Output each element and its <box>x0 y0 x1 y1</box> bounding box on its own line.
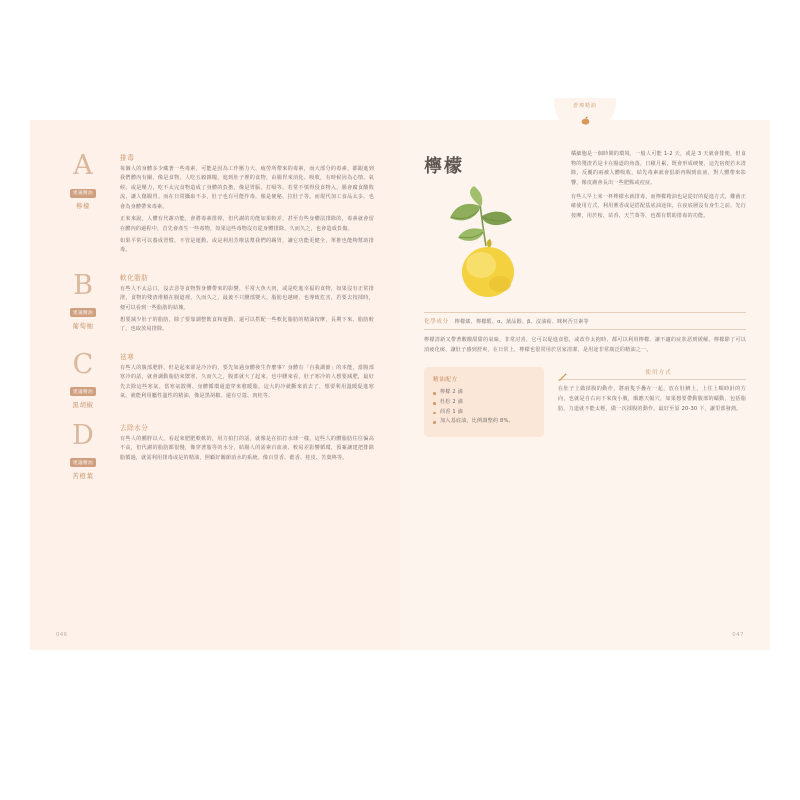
qa-item-b <box>56 269 374 338</box>
right-page-content <box>400 120 770 650</box>
section-tab-label: 舒療精油 <box>573 103 597 109</box>
usage-header <box>558 367 746 380</box>
qa-tagline: 建議精油 <box>70 308 96 317</box>
qa-oil-name: 苦橙葉 <box>72 471 94 480</box>
qa-letter: C <box>72 348 94 380</box>
recipe-title: 精油配方 <box>433 377 458 384</box>
qa-marker <box>56 348 110 409</box>
plant-header-row <box>424 146 746 306</box>
pen-icon <box>558 367 567 376</box>
qa-body <box>120 351 374 409</box>
qa-title: 祛寒 <box>120 352 135 361</box>
qa-paragraph: 如果平常可以養成習慣、不管是運動、或是利用芳療法幫我們的踢胃，讓它功能更健全，單推也能夠幫助排毒。 <box>120 237 374 254</box>
intro-column <box>571 146 746 306</box>
usage-title: 使用方式 <box>645 369 672 376</box>
qa-item-c <box>56 348 374 409</box>
recipe-item: 杜松 2 滴 <box>433 398 535 408</box>
qa-paragraph: 有些人的腫胖以大，看起來肥肥軟軟的，用力拍打的話，就像是在拍打水球一樣，這些人的體脂肪住往偏高不高，但代謝的脂肪都很慢，像穿著脂等的水分，結腸人的需素百血液、較易差影響循環，預案讓建把排除脂循過，就需利用排毒或是的精油，照顧好關節消水的系統，像百里香、藿香、桂皮、苦葉柊等。 <box>120 435 374 461</box>
qa-list <box>56 152 374 480</box>
chemical-composition-value: 檸檬烯、檸檬醛、α、蒎品醇、β、沒油萜、咪柯否豆素等 <box>454 319 589 325</box>
qa-paragraph: 有些人不太忌口，沒去惡等食物對身體帶來的影響，平常大魚大肉，或是吃進幸福的食物，如果沒有正常排泄，食物的殘渣堆積在腸道裡，久而久之，最後不只腰部變大、脂肪也越硬，也導致危害，若要去按揉時，便可以看到一些脂肪的結塊。 <box>120 285 374 311</box>
qa-paragraph: 有些人的腹部肥胖，但是起來卻是冷冷的，要先如過身體發生作麼事？身體有「自我調節」的本能，當腹部寒冷的話，就會調動脂肪來禦寒，久而久之，腹部就大了起來。也中腰來看，肚子寒冷的人想要減肥，最好先去除這些寒氣。當寒氣散開、身體循環通道穿來愈暖脂，這大的冷就斷來消去了，想要利用溫暖促進寒氣、就能利用屬性溫性的精油，像是黑胡椒、還有豆蔻、肉桂等。 <box>120 364 374 400</box>
recipe-item: 加入基底油，比例調整約 8%。 <box>433 417 535 427</box>
qa-oil-name: 葡萄柚 <box>72 321 94 330</box>
qa-body <box>120 152 374 259</box>
left-page <box>30 120 400 650</box>
qa-paragraph: 每個人的身體多少藏著一些毒素，可能是因為工作壓力大、疲勞所帶來的毒素，而大部分的毒素，都跟進到我們體內有關，像是食物。人吃五穀雜糧，進到肚子裡的食物，由腸胃來消化、吸收，有時候因為心情、氣候、或是壓力，吃不太完食物造成了身體的負擔，像是胃脹、打嗝等。若常不慎得侵食物入，腸會腐食酸敗流，讓人傷腸胃。而在日常攝取不多，肚子也有可能作毒，像是便秘、拉肚子等。而現代加工食品太多，也會為身體帶來毒素。 <box>120 166 374 210</box>
recipe-item: 檸檬 2 滴 <box>433 388 535 398</box>
chemical-composition-label: 化學成分 <box>424 319 449 325</box>
usage-paragraph: 在肚子上做揉腹的動作，將兩隻手疊在一起，放在肚臍上，上往上順時針的方向，也就是自右向下來復小腹，順應天幅穴，如果想要帶動腹部的蠕動，包括脂肪，力道就不能太輕，做一次揉腹的動作。最好至原 20-30 下，讓里部發熱。 <box>558 386 746 412</box>
qa-tagline: 建議精油 <box>70 387 96 396</box>
chemical-composition-row <box>424 312 746 330</box>
intro-paragraph: 橘細胞是一個時間的環境，一般人可能 1-2 天，或是 3 天就會排便，但食物的殘渣若是卡在腸道的角落，日積月累，既會形成硬便，這先宿便若未清除，反覆的兩被人體吸收，結先毒素就會倡新再賜到血液，對人體帶來影響，像皮膚會長出一些肥點或痘症。 <box>571 151 746 187</box>
qa-title: 排毒 <box>120 154 135 162</box>
recipe-list <box>433 388 535 427</box>
qa-title: 軟化脂肪 <box>120 273 149 282</box>
qa-tagline: 建議精油 <box>70 189 96 198</box>
page-number-left: 046 <box>56 632 68 638</box>
page-number-right: 047 <box>732 632 744 638</box>
bottom-row <box>424 367 746 437</box>
qa-tagline: 建議精油 <box>70 458 96 467</box>
recipe-item: 茴香 1 滴 <box>433 408 535 418</box>
qa-letter: B <box>73 269 93 301</box>
qa-marker <box>56 152 110 259</box>
qa-item-a <box>56 152 374 259</box>
qa-paragraph: 想要減少肚子的脂肪，除了要靠調整飲食和運動，還可以搭配一些軟化脂肪的精油按摩，長期下來、脂肪較了，也取放易排除。 <box>120 317 374 333</box>
usage-column <box>558 367 746 437</box>
illustration-column <box>424 146 559 306</box>
qa-title: 去除水分 <box>120 423 149 432</box>
qa-marker <box>56 419 110 480</box>
qa-oil-name: 檸檬 <box>76 202 90 210</box>
qa-oil-name: 黑胡椒 <box>72 400 94 409</box>
qa-paragraph: 正來來說，人體有代謝功能，會將毒素排掉，但代謝的功能如果較差，甚至有些身體法排除的，毒素就會留在體內的過程中，首先會產生一些毒物，如果這些毒物沒有從身體排除，久而久之，也會造成負傷。 <box>120 216 374 232</box>
qa-body <box>120 272 374 338</box>
qa-body <box>120 422 374 480</box>
qa-letter: D <box>72 419 94 451</box>
page-title: 檸檬 <box>424 156 464 177</box>
lemon-branch-illustration <box>424 186 554 306</box>
qa-letter: A <box>73 150 93 181</box>
right-page <box>400 103 770 650</box>
book-spread <box>30 103 770 650</box>
intro-paragraph: 有些人早上來一杯檸檬水就排毒，而檸檬精油也是從好的促進方式，難菌正確使用方式，利用薰香或是搭配基底油途抹，在夜底層沒有身生之前。先行按摩，用於桉、苗香、天竺葵等，也都有幫助排毒的功能。 <box>571 193 746 220</box>
body-paragraph: 檸檬清新又帶著酸酸甜甜的氣味，非常討喜，它可以促進食慾，或改作太抱時，都可以利用檸檬、讓不適的症狀恶到緩解。檸檬除了可以消疲化痰、讓肚子感到舒爽，在日常上，檸檬也很常用於居家清潔，是用途非常廣泛的精油之一。 <box>424 337 746 353</box>
recipe-box <box>424 367 544 437</box>
qa-marker <box>56 269 110 338</box>
qa-item-d <box>56 419 374 480</box>
